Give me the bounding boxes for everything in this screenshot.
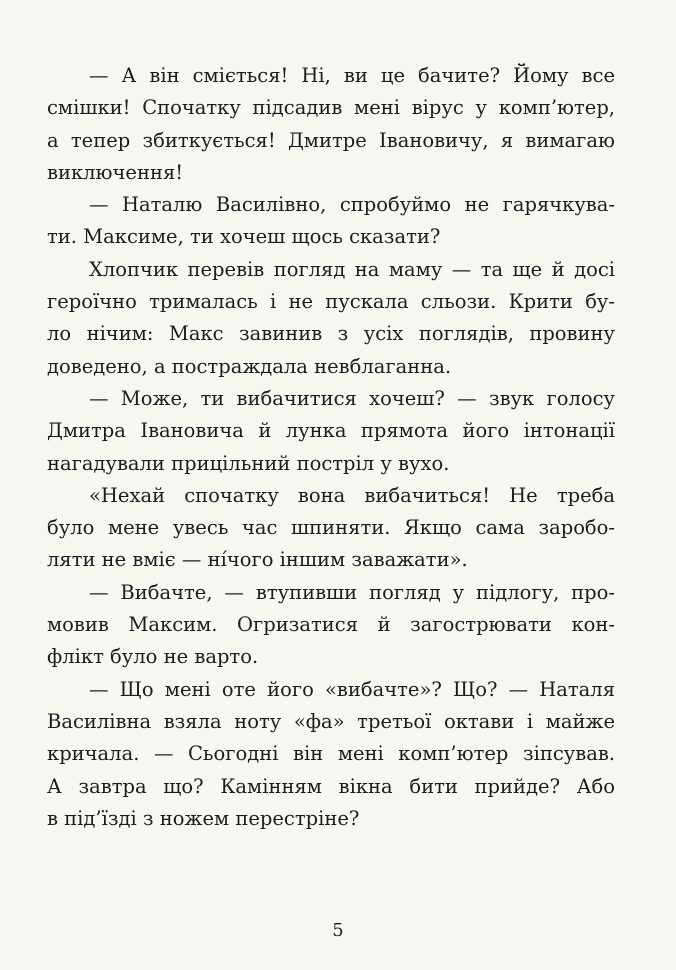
text-line: а тепер збиткується! Дмитре Івановичу, я вимагаю bbox=[47, 128, 615, 152]
page-number: 5 bbox=[332, 920, 344, 941]
text-line: доведено, а постраждала невблаганна. bbox=[47, 354, 452, 378]
text-line: було мене увесь час шпиняти. Якщо сама заробо- bbox=[47, 516, 615, 540]
text-line: героїчно трималась і не пускала сльози. Крити бу- bbox=[47, 290, 615, 314]
text-line: мовив Максим. Огризатися й загострювати кон- bbox=[47, 613, 615, 637]
paragraph-1 bbox=[47, 60, 615, 189]
text-line: — Вибачте, — втупивши погляд у підлогу, про- bbox=[89, 580, 615, 604]
text-line: виключення! bbox=[47, 160, 184, 184]
text-line: ло нічим: Макс завинив з усіх поглядів, провину bbox=[47, 322, 615, 346]
text-line: «Нехай спочатку вона вибачиться! Не треба bbox=[89, 483, 615, 507]
paragraph-2 bbox=[47, 189, 615, 254]
paragraph-6 bbox=[47, 577, 615, 674]
text-line: ти. Максиме, ти хочеш щось сказати? bbox=[47, 225, 441, 249]
text-line: кричала. — Сьогодні він мені комп’ютер зіпсував. bbox=[47, 742, 615, 766]
text-line: А завтра що? Камінням вікна бити прийде? Або bbox=[47, 774, 615, 798]
text-line: смішки! Спочатку підсадив мені вірус у комп’ютер, bbox=[47, 96, 615, 120]
paragraph-5 bbox=[47, 480, 615, 577]
paragraph-7 bbox=[47, 674, 615, 835]
text-line: — Може, ти вибачитися хочеш? — звук голосу bbox=[89, 386, 615, 410]
text-line: нагадували прицільний постріл у вухо. bbox=[47, 451, 450, 475]
text-line: флікт було не варто. bbox=[47, 645, 259, 669]
text-line: Дмитра Івановича й лунка прямота його інтонації bbox=[47, 419, 615, 443]
text-line: Василівна взяла ноту «фа» третьої октави і майже bbox=[47, 709, 615, 733]
paragraph-4 bbox=[47, 383, 615, 480]
text-line: Хлопчик перевів погляд на маму — та ще й досі bbox=[89, 257, 615, 281]
text-line: — Наталю Василівно, спробуймо не гарячкува- bbox=[89, 193, 615, 217]
text-line: — А він сміється! Ні, ви це бачите? Йому все bbox=[89, 64, 615, 87]
body-text bbox=[47, 60, 615, 835]
text-line: — Що мені оте його «вибачте»? Що? — Наталя bbox=[89, 677, 615, 701]
text-line: ляти не вміє — ні́чого іншим заважати». bbox=[47, 548, 468, 572]
paragraph-3 bbox=[47, 254, 615, 383]
text-line: в під’їзді з ножем перестріне? bbox=[47, 806, 360, 830]
